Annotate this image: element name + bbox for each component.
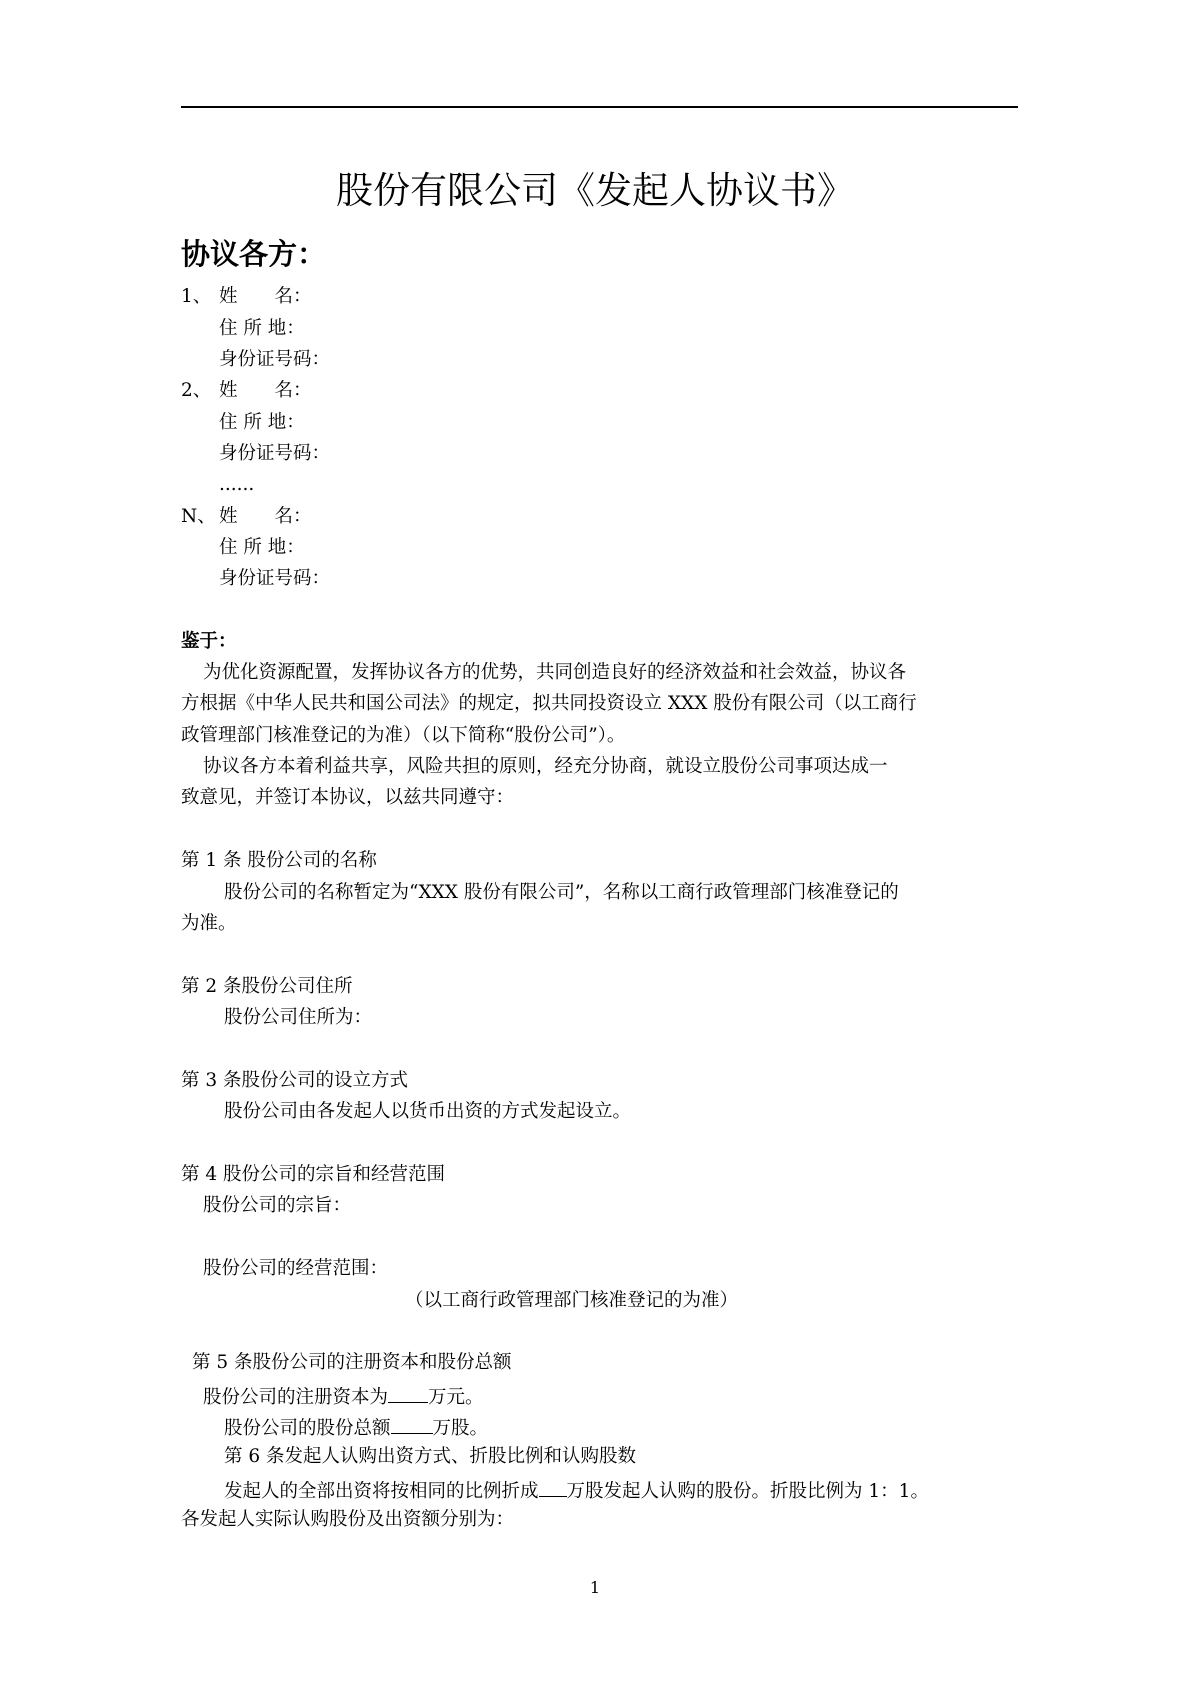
article-4-scope: 股份公司的经营范围： xyxy=(203,1258,389,1279)
party-1-id-label: 身份证号码： xyxy=(219,349,331,370)
article-1-line-1: 股份公司的名称暂定为“XXX 股份有限公司”，名称以工商行政管理部门核准登记的 xyxy=(224,882,899,903)
article-5-shares-line xyxy=(224,1413,488,1442)
article-2-title: 第 2 条股份公司住所 xyxy=(181,976,353,997)
party-2-id-label: 身份证号码： xyxy=(219,443,331,464)
party-1-address-label: 住 所 地： xyxy=(219,318,305,339)
party-2-number: 2、 xyxy=(181,380,212,401)
header-rule xyxy=(181,106,1018,108)
article-5-capital-text: 股份公司的注册资本为 xyxy=(203,1387,389,1408)
party-2-name-label: 姓 名： xyxy=(219,380,312,401)
parties-heading: 协议各方： xyxy=(181,237,327,271)
whereas-heading: 鉴于： xyxy=(181,631,237,652)
article-4-purpose: 股份公司的宗旨： xyxy=(203,1195,352,1216)
party-1-name-label: 姓 名： xyxy=(219,286,312,307)
article-6-line-2: 各发起人实际认购股份及出资额分别为： xyxy=(181,1509,515,1530)
article-6-line-1-rest: 万股发起人认购的股份。折股比例为 1：1。 xyxy=(566,1481,929,1502)
party-n-id-label: 身份证号码： xyxy=(219,568,331,589)
capital-blank xyxy=(388,1382,428,1403)
page-number: 1 xyxy=(589,1578,601,1597)
article-5-shares-text: 股份公司的股份总额 xyxy=(224,1418,391,1439)
whereas-paragraph-1-line-1: 为优化资源配置，发挥协议各方的优势，共同创造良好的经济效益和社会效益，协议各 xyxy=(203,662,907,683)
conversion-blank xyxy=(539,1476,567,1497)
article-5-capital-unit: 万元。 xyxy=(428,1387,484,1408)
party-n-address-label: 住 所 地： xyxy=(219,537,305,558)
whereas-paragraph-2-line-2: 致意见，并签订本协议，以兹共同遵守： xyxy=(181,787,515,808)
article-6-line-1-text: 发起人的全部出资将按相同的比例折成 xyxy=(224,1481,539,1502)
party-n-number: N、 xyxy=(181,506,216,527)
article-3-title: 第 3 条股份公司的设立方式 xyxy=(181,1070,409,1091)
article-4-note: （以工商行政管理部门核准登记的为准） xyxy=(405,1290,739,1311)
article-6-line-1 xyxy=(224,1476,929,1505)
article-4-title: 第 4 股份公司的宗旨和经营范围 xyxy=(181,1164,446,1185)
article-5-title: 第 5 条股份公司的注册资本和股份总额 xyxy=(192,1352,512,1373)
parties-ellipsis: ...... xyxy=(219,474,255,495)
party-1-number: 1、 xyxy=(181,286,212,307)
party-2-address-label: 住 所 地： xyxy=(219,412,305,433)
whereas-paragraph-1-line-2: 方根据《中华人民共和国公司法》的规定，拟共同投资设立 XXX 股份有限公司（以工商行 xyxy=(181,693,917,714)
document-title: 股份有限公司《发起人协议书》 xyxy=(336,169,854,212)
article-1-title: 第 1 条 股份公司的名称 xyxy=(181,850,377,871)
shares-blank xyxy=(391,1413,433,1434)
article-3-line-1: 股份公司由各发起人以货币出资的方式发起设立。 xyxy=(224,1101,632,1122)
party-n-name-label: 姓 名： xyxy=(219,506,312,527)
article-6-title: 第 6 条发起人认购出资方式、折股比例和认购股数 xyxy=(224,1446,637,1467)
article-2-line-1: 股份公司住所为： xyxy=(224,1007,373,1028)
article-1-line-2: 为准。 xyxy=(181,913,237,934)
whereas-paragraph-2-line-1: 协议各方本着利益共享，风险共担的原则，经充分协商，就设立股份公司事项达成一 xyxy=(203,756,888,777)
article-5-capital-line xyxy=(203,1382,484,1411)
article-5-shares-unit: 万股。 xyxy=(432,1418,489,1439)
whereas-paragraph-1-line-3: 政管理部门核准登记的为准）（以下简称“股份公司”）。 xyxy=(181,725,626,746)
